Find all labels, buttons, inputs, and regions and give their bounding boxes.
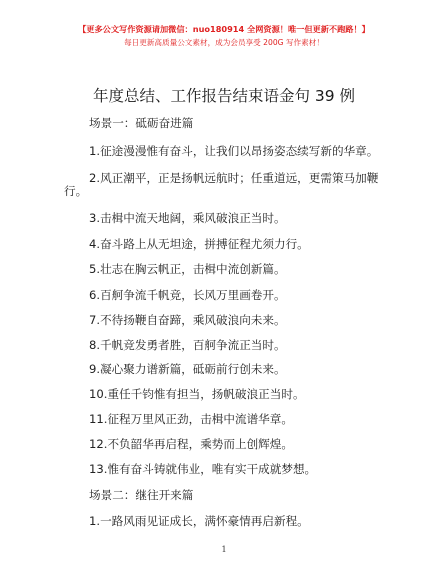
item-number: 5 bbox=[89, 262, 97, 276]
item-text: .征程万里风正劲，击楫中流谱华章。 bbox=[103, 412, 293, 426]
item-number: 13 bbox=[89, 462, 104, 476]
item-number: 1 bbox=[89, 144, 97, 158]
promo-banner-line-2: 每日更新高质量公文素材，成为会员享受 200G 写作素材！ bbox=[124, 38, 324, 47]
section-2-heading: 场景二：继往开来篇 bbox=[89, 488, 194, 502]
list-item bbox=[89, 361, 286, 377]
list-item bbox=[89, 261, 286, 277]
list-item bbox=[89, 513, 309, 529]
item-text: .壮志在胸云帆正，击楫中流创新篇。 bbox=[96, 262, 286, 276]
item-text: .不负韶华再启程，乘势而上创辉煌。 bbox=[103, 437, 293, 451]
item-number: 2 bbox=[89, 171, 97, 185]
list-item bbox=[89, 287, 286, 303]
list-item bbox=[89, 170, 378, 186]
list-item bbox=[89, 337, 286, 353]
item-number: 7 bbox=[89, 313, 97, 327]
item-number: 9 bbox=[89, 362, 97, 376]
promo-banner-line-1: 【更多公文写作资源请加微信：nuo180914 全网资源！唯一但更新不跑路！】 bbox=[78, 24, 370, 34]
item-text: .奋斗路上从无坦途，拼搏征程尤须力行。 bbox=[96, 237, 309, 251]
item-number: 1 bbox=[89, 514, 97, 528]
list-item bbox=[89, 312, 286, 328]
item-text: .一路风雨见证成长，满怀豪情再启新程。 bbox=[96, 514, 309, 528]
item-text: .征途漫漫惟有奋斗，让我们以昂扬姿态续写新的华章。 bbox=[96, 144, 379, 158]
item-number: 10 bbox=[89, 387, 104, 401]
item-text: .千帆竞发勇者胜，百舸争流正当时。 bbox=[96, 338, 286, 352]
item-number: 11 bbox=[89, 412, 104, 426]
list-item-continuation: 行。 bbox=[64, 184, 88, 198]
item-text: .百舸争流千帆竞，长风万里画卷开。 bbox=[96, 288, 286, 302]
list-item bbox=[89, 236, 309, 252]
list-item bbox=[89, 386, 305, 402]
page-number: 1 bbox=[221, 545, 227, 554]
item-number: 8 bbox=[89, 338, 97, 352]
item-number: 6 bbox=[89, 288, 97, 302]
item-number: 3 bbox=[89, 211, 97, 225]
item-text: .击楫中流天地阔，乘风破浪正当时。 bbox=[96, 211, 286, 225]
list-item bbox=[89, 436, 293, 452]
item-text: .风正潮平，正是扬帆远航时；任重道远，更需策马加鞭 bbox=[96, 171, 379, 185]
item-text: .重任千钧惟有担当，扬帆破浪正当时。 bbox=[103, 387, 305, 401]
list-item bbox=[89, 143, 378, 159]
list-item bbox=[89, 210, 286, 226]
item-number: 4 bbox=[89, 237, 97, 251]
item-number: 12 bbox=[89, 437, 104, 451]
section-1-heading: 场景一：砥砺奋进篇 bbox=[89, 116, 194, 130]
item-text: .凝心聚力谱新篇，砥砺前行创未来。 bbox=[96, 362, 286, 376]
item-text: .惟有奋斗铸就伟业，唯有实干成就梦想。 bbox=[103, 462, 317, 476]
list-item bbox=[89, 411, 293, 427]
item-text: .不待扬鞭自奋蹄，乘风破浪向未来。 bbox=[96, 313, 286, 327]
list-item bbox=[89, 461, 316, 477]
document-title: 年度总结、工作报告结束语金句 39 例 bbox=[92, 87, 356, 105]
